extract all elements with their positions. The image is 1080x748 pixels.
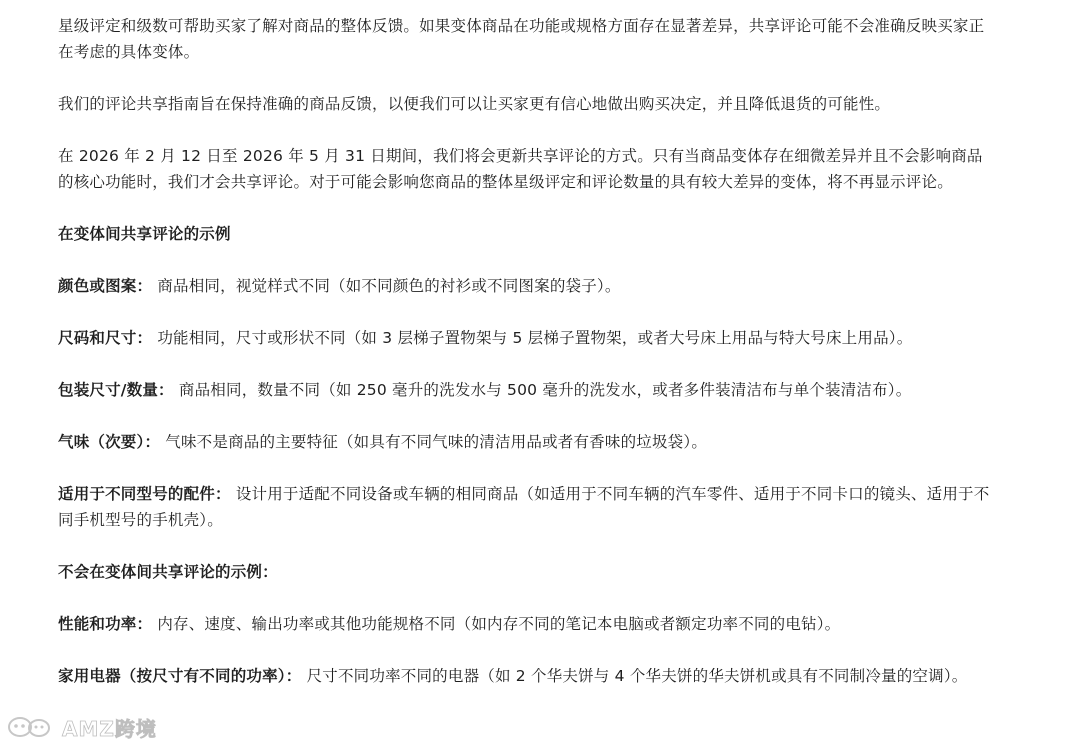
watermark [6,710,157,744]
example-desc: 气味不是商品的主要特征（如具有不同气味的清洁用品或者有香味的垃圾袋）。 [160,433,708,451]
shared-example-package [58,377,998,403]
shared-example-size [58,325,998,351]
example-term: 适用于不同型号的配件： [58,485,231,503]
not-shared-section-heading: 不会在变体间共享评论的示例： [58,563,278,581]
example-term: 尺码和尺寸： [58,329,153,347]
shared-example-accessories [58,481,998,533]
example-desc: 商品相同，数量不同（如 250 毫升的洗发水与 500 毫升的洗发水，或者多件装清洁布与单个装清洁布）。 [173,381,912,399]
guideline-paragraph: 我们的评论共享指南旨在保持准确的商品反馈，以便我们可以让买家更有信心地做出购买决定，并且降低退货的可能性。 [58,95,891,113]
example-term: 包装尺寸/数量： [58,381,174,399]
intro-paragraph: 星级评定和级数可帮助买家了解对商品的整体反馈。如果变体商品在功能或规格方面存在显著差异，共享评论可能不会准确反映买家正在考虑的具体变体。 [58,17,985,61]
example-desc: 尺寸不同功率不同的电器（如 2 个华夫饼与 4 个华夫饼的华夫饼机或具有不同制冷量的空调）。 [301,667,968,685]
example-term: 气味（次要）： [58,433,161,451]
not-shared-example-appliances [58,663,998,689]
watermark-text: AMZ跨境 [62,716,157,741]
shared-section-heading: 在变体间共享评论的示例 [58,225,231,243]
update-paragraph: 在 2026 年 2 月 12 日至 2026 年 5 月 31 日期间，我们将会更新共享评论的方式。只有当商品变体存在细微差异并且不会影响商品的核心功能时，我们才会共享评论。对于可能会影响您商品的整体星级评定和评论数量的具有较大差异的变体，将不再显示评论。 [58,147,983,191]
example-term: 颜色或图案： [58,277,153,295]
article-body [58,13,998,689]
shared-example-color [58,273,998,299]
watermark-logo-icon [6,712,54,742]
shared-example-scent [58,429,998,455]
example-desc: 内存、速度、输出功率或其他功能规格不同（如内存不同的笔记本电脑或者额定功率不同的电钻）。 [152,615,841,633]
example-term: 性能和功率： [58,615,153,633]
example-desc: 设计用于适配不同设备或车辆的相同商品（如适用于不同车辆的汽车零件、适用于不同卡口的镜头、适用于不同手机型号的手机壳）。 [58,485,990,529]
not-shared-example-performance [58,611,998,637]
example-term: 家用电器（按尺寸有不同的功率）： [58,667,302,685]
example-desc: 功能相同，尺寸或形状不同（如 3 层梯子置物架与 5 层梯子置物架，或者大号床上用品与特大号床上用品）。 [152,329,913,347]
example-desc: 商品相同，视觉样式不同（如不同颜色的衬衫或不同图案的袋子）。 [152,277,621,295]
